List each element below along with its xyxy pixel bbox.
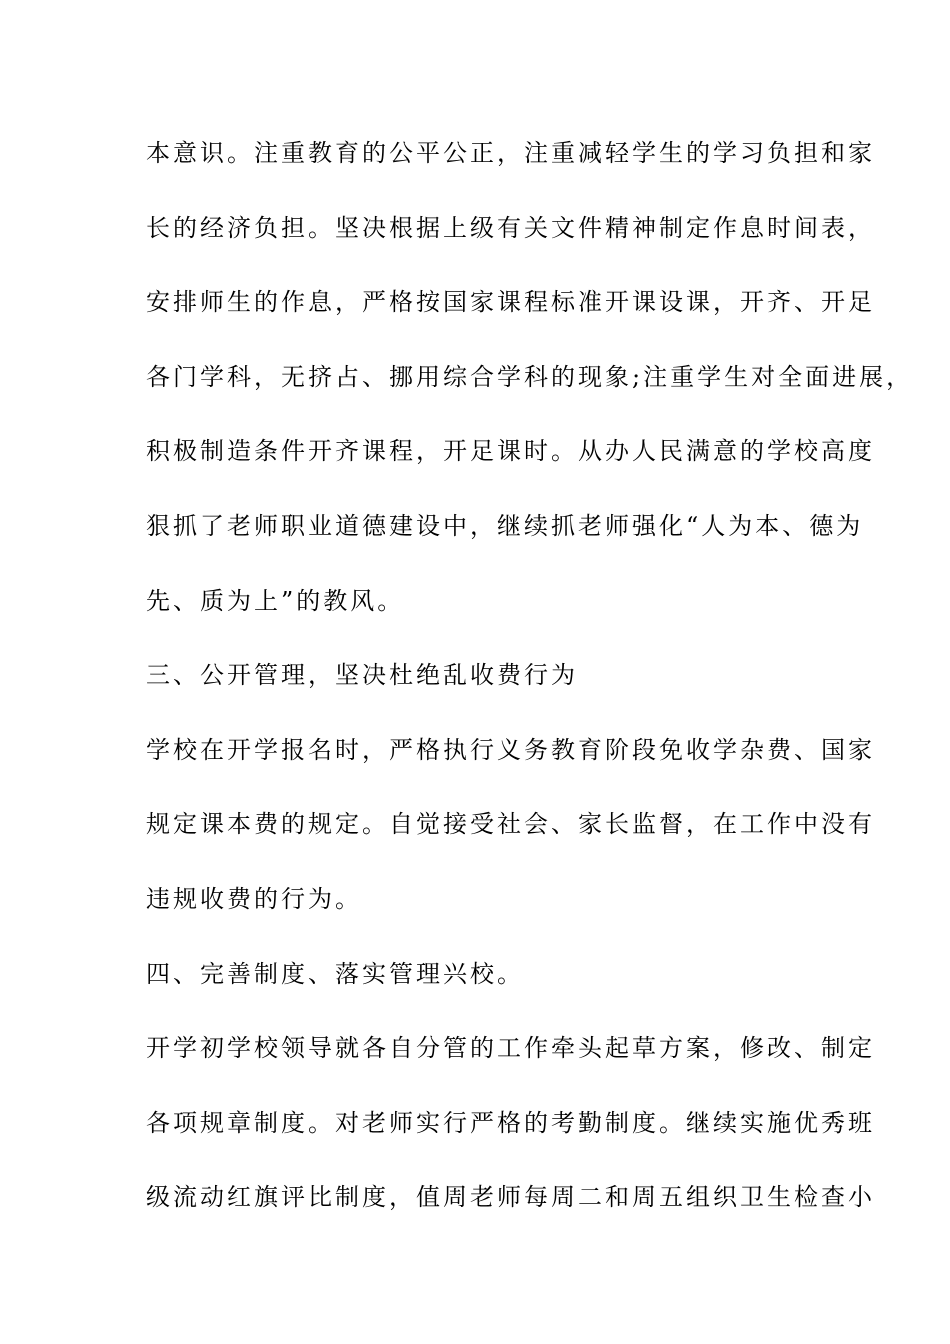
text-line: 级流动红旗评比制度，值周老师每周二和周五组织卫生检查小: [146, 1183, 875, 1211]
text-line: 规定课本费的规定。自觉接受社会、家长监督，在工作中没有: [146, 810, 875, 838]
text-line: 学校在开学报名时，严格执行义务教育阶段免收学杂费、国家: [146, 736, 875, 764]
text-line: 本意识。注重教育的公平公正，注重减轻学生的学习负担和家: [146, 139, 875, 167]
text-line: 积极制造条件开齐课程，开足课时。从办人民满意的学校高度: [146, 437, 875, 465]
text-line: 开学初学校领导就各自分管的工作牵头起草方案，修改、制定: [146, 1034, 875, 1062]
text-line: 违规收费的行为。: [146, 885, 362, 913]
text-line: 各项规章制度。对老师实行严格的考勤制度。继续实施优秀班: [146, 1109, 875, 1137]
section-heading: 四、完善制度、落实管理兴校。: [146, 960, 524, 988]
text-line: 各门学科，无挤占、挪用综合学科的现象;注重学生对全面进展，: [146, 363, 914, 391]
text-line: 先、质为上”的教风。: [146, 587, 405, 615]
text-line: 长的经济负担。坚决根据上级有关文件精神制定作息时间表，: [146, 214, 875, 242]
section-heading: 三、公开管理，坚决杜绝乱收费行为: [146, 661, 578, 689]
text-line: 狠抓了老师职业道德建设中，继续抓老师强化“人为本、德为: [146, 512, 864, 540]
text-line: 安排师生的作息，严格按国家课程标准开课设课，开齐、开足: [146, 288, 875, 316]
